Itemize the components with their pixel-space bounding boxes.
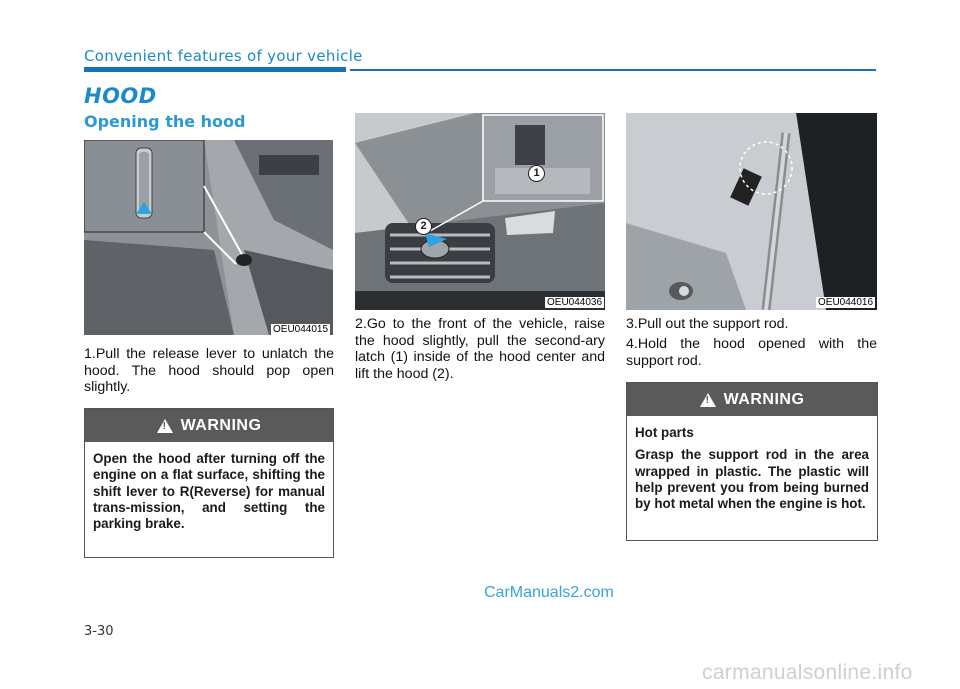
section-subtitle: Opening the hood <box>84 112 246 131</box>
figure-release-lever <box>84 140 333 335</box>
callout-2: 2 <box>415 218 432 235</box>
vehicle-front-illustration <box>355 113 605 310</box>
warning-triangle-icon <box>700 393 716 407</box>
section-header-label: Convenient features of your vehicle <box>84 47 363 65</box>
warning-text: Grasp the support rod in the area wrapped in plastic. The plastic will help prevent you from being burned by hot metal when the engine is hot. <box>635 447 869 512</box>
warning-triangle-icon <box>157 419 173 433</box>
watermark-footer: carmanualsonline.info <box>702 661 913 684</box>
watermark-link[interactable]: CarManuals2.com <box>484 584 614 601</box>
warning-heading: WARNING <box>723 390 805 408</box>
warning-header <box>627 383 877 416</box>
figure-code: OEU044015 <box>273 324 329 335</box>
warning-heading: WARNING <box>180 416 262 434</box>
warning-box-parking <box>84 408 334 558</box>
figure-code: OEU044016 <box>818 297 874 308</box>
figure-code: OEU044036 <box>547 297 603 308</box>
page-title: HOOD <box>84 84 157 108</box>
warning-subheading: Hot parts <box>635 425 694 440</box>
step-4-text: 4.Hold the hood opened with the support rod. <box>626 336 877 369</box>
step-3-text: 3.Pull out the support rod. <box>626 316 789 332</box>
warning-body <box>627 416 877 526</box>
header-rule-right <box>350 69 876 71</box>
header-rule-left <box>84 67 346 72</box>
step-2-text: 2.Go to the front of the vehicle, raise the hood slightly, pull the second-ary latch (1) inside of the hood center and lift the hood (2). <box>355 316 605 382</box>
warning-header <box>85 409 333 442</box>
warning-box-hot-parts <box>626 382 878 541</box>
callout-1: 1 <box>528 165 545 182</box>
release-lever-illustration <box>84 140 333 335</box>
step-1-text: 1.Pull the release lever to unlatch the hood. The hood should pop open slightly. <box>84 346 334 395</box>
support-rod-illustration <box>626 113 877 310</box>
warning-text: Open the hood after turning off the engine on a flat surface, shifting the shift lever to R(Reverse) for manual trans-mission, and setting the parking brake. <box>93 451 325 532</box>
figure-support-rod <box>626 113 877 310</box>
figure-vehicle-front <box>355 113 605 310</box>
warning-body <box>85 442 333 546</box>
page-number: 3-30 <box>84 624 114 639</box>
